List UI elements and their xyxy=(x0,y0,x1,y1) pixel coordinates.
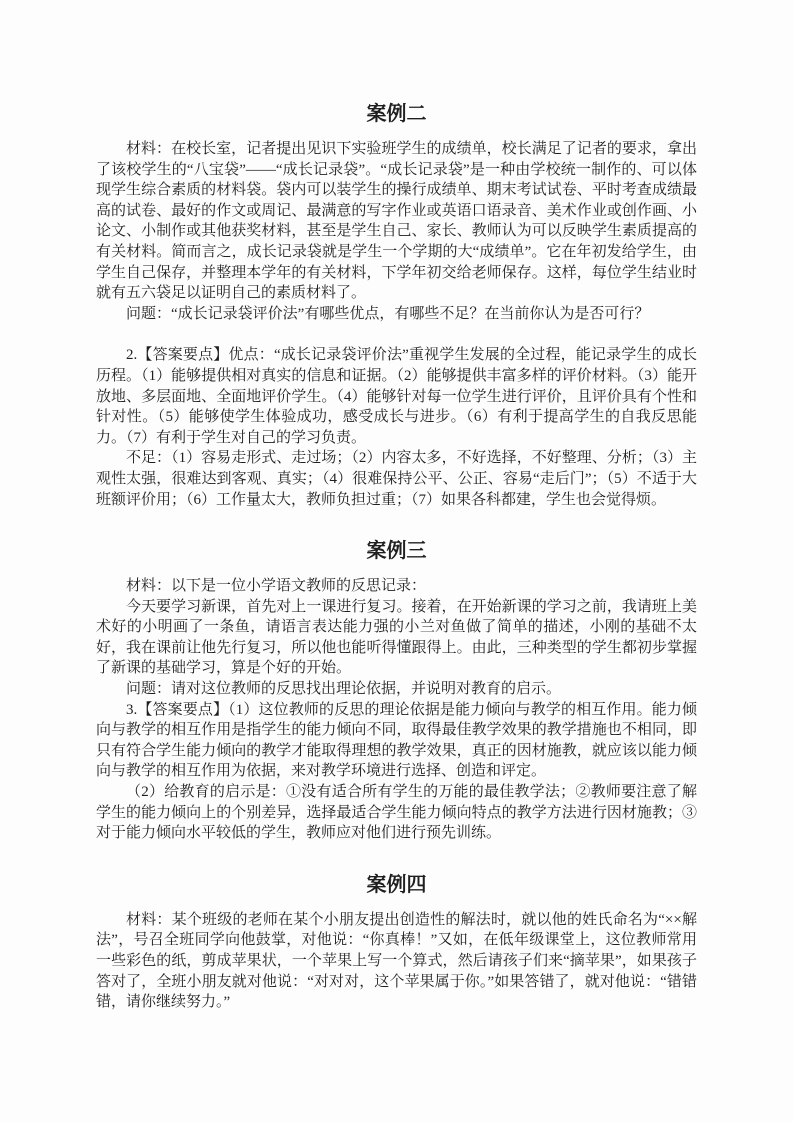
case-4-material-paragraph: 材料：某个班级的老师在某个小朋友提出创造性的解法时，就以他的姓氏命名为“××解法”，号召全班同学向他鼓掌，对他说：“你真棒！”又如，在低年级课堂上，这位教师常用一些彩色的纸，剪成苹果状，一个苹果上写一个算式，然后请孩子们来“摘苹果”，如果孩子答对了，全班小朋友就对他说：“对对对，这个苹果属于你。”如果答错了，就对他说：“错错错，请你继续努力。” xyxy=(96,911,697,1011)
case-3-answer-implications-paragraph: （2）给教育的启示是：①没有适合所有学生的万能的最佳教学法；②教师要注意了解学生的能力倾向上的个别差异，选择最适合学生能力倾向特点的教学方法进行因材施教；③对于能力倾向水平较低的学生，教师应对他们进行预先训练。 xyxy=(96,784,697,842)
case-3-title: 案例三 xyxy=(366,540,427,563)
case-2-question-paragraph: 问题：“成长记录袋评价法”有哪些优点，有哪些不足？在当前你认为是否可行？ xyxy=(126,305,650,322)
case-2-answer-weaknesses-paragraph: 不足：（1）容易走形式、走过场；（2）内容太多，不好选择，不好整理、分析；（3）主观性太强，很难达到客观、真实；（4）很难保持公平、公正、容易“走后门”；（5）不适于大班额评价用；（6）工作量太大，教师负担过重；（7）如果各科都建，学生也会觉得烦。 xyxy=(96,450,697,508)
case-2-answer-strengths-paragraph: 2.【答案要点】优点：“成长记录袋评价法”重视学生发展的全过程，能记录学生的成长历程。（1）能够提供相对真实的信息和证据。（2）能够提供丰富多样的评价材料。（3）能开放地、多层面地、全面地评价学生。（4）能够针对每一位学生进行评价，且评价具有个性和针对性。（5）能够使学生体验成功，感受成长与进步。（6）有利于提高学生的自我反思能力。（7）有利于学生对自己的学习负责。 xyxy=(96,347,697,446)
document-content xyxy=(96,101,697,1013)
case-2-material-paragraph: 材料：在校长室，记者提出见识下实验班学生的成绩单，校长满足了记者的要求，拿出了该校学生的“八宝袋”——“成长记录袋”。“成长记录袋”是一种由学校统一制作的、可以体现学生综合素质的材料袋。袋内可以装学生的操行成绩单、期末考试试卷、平时考查成绩最高的试卷、最好的作文或周记、最满意的写字作业或英语口语录音、美术作业或创作画、小论文、小制作或其他获奖材料，甚至是学生自己、家长、教师认为可以反映学生素质提高的有关材料。简而言之，成长记录袋就是学生一个学期的大“成绩单”。它在年初发给学生，由学生自己保存，并整理本学年的有关材料，下学年初交给老师保存。这样，每位学生结业时就有五六袋足以证明自己的素质材料了。 xyxy=(96,141,697,302)
case-3-reflection-paragraph: 今天要学习新课，首先对上一课进行复习。接着，在开始新课的学习之前，我请班上美术好的小明画了一条鱼，请语言表达能力强的小兰对鱼做了简单的描述，小刚的基础不太好，我在课前让他先行复习，所以他也能听得懂跟得上。由此，三种类型的学生都初步掌握了新课的基础学习，算是个好的开始。 xyxy=(96,598,697,677)
case-3-question-paragraph: 问题：请对这位教师的反思找出理论依据，并说明对教育的启示。 xyxy=(126,681,562,698)
case-3-material-intro-paragraph: 材料：以下是一位小学语文教师的反思记录： xyxy=(126,578,427,595)
case-2-title: 案例二 xyxy=(366,103,427,125)
case-3-answer-basis-paragraph: 3.【答案要点】（1）这位教师的反思的理论依据是能力倾向与教学的相互作用。能力倾向与教学的相互作用是指学生的能力倾向不同，取得最佳教学效果的教学措施也不相同，即只有符合学生能力倾向的教学才能取得理想的教学效果，真正的因材施教，就应该以能力倾向与教学的相互作用为依据，来对教学环境进行选择、创造和评定。 xyxy=(96,701,697,780)
case-4-title: 案例四 xyxy=(366,873,427,896)
